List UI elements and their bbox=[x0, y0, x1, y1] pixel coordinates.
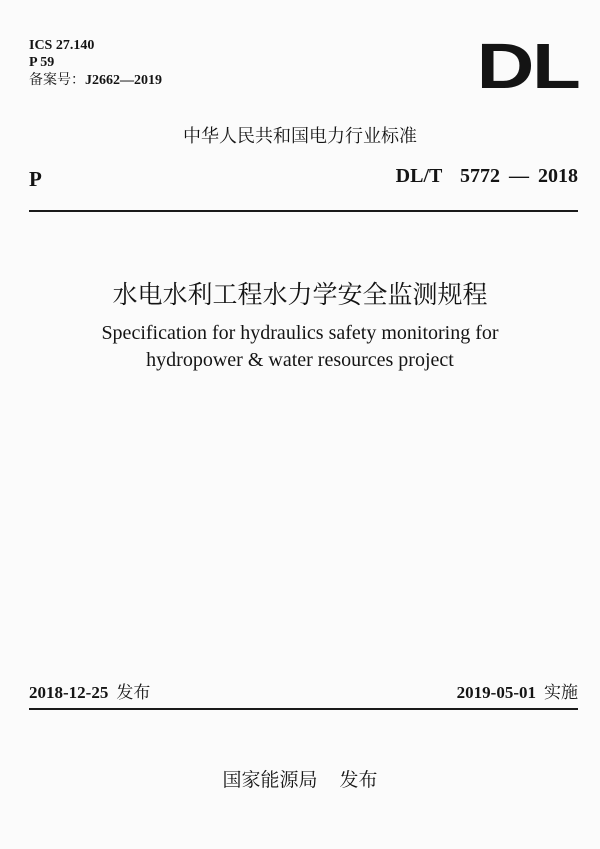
class-code: P 59 bbox=[29, 55, 55, 70]
effective-date-value: 2019-05-01 bbox=[456, 683, 536, 702]
effective-date bbox=[457, 678, 578, 703]
ics-code: ICS 27.140 bbox=[29, 38, 95, 53]
publisher-name: 国家能源局 bbox=[222, 769, 318, 791]
effective-label: 实施 bbox=[544, 683, 578, 703]
dl-logo: DL bbox=[476, 30, 578, 102]
title-english bbox=[0, 320, 600, 374]
publisher bbox=[0, 765, 600, 792]
issue-date-value: 2018-12-25 bbox=[29, 683, 109, 702]
publisher-action: 发布 bbox=[339, 769, 378, 791]
title-chinese: 水电水利工程水力学安全监测规程 bbox=[112, 280, 488, 309]
issue-date bbox=[29, 678, 150, 703]
top-divider bbox=[29, 210, 578, 212]
standard-number: DL/T 5772 — 2018 bbox=[395, 165, 578, 187]
record-value: J2662—2019 bbox=[85, 73, 162, 88]
title-english-line2: hydropower & water resources project bbox=[146, 349, 454, 371]
record-label: 备案号： bbox=[29, 72, 85, 88]
record-number bbox=[29, 72, 162, 89]
title-english-line1: Specification for hydraulics safety monitoring for bbox=[101, 322, 499, 344]
category-code: P bbox=[29, 167, 42, 191]
organization-title: 中华人民共和国电力行业标准 bbox=[183, 126, 417, 147]
issue-label: 发布 bbox=[116, 683, 151, 703]
bottom-divider bbox=[29, 708, 578, 710]
